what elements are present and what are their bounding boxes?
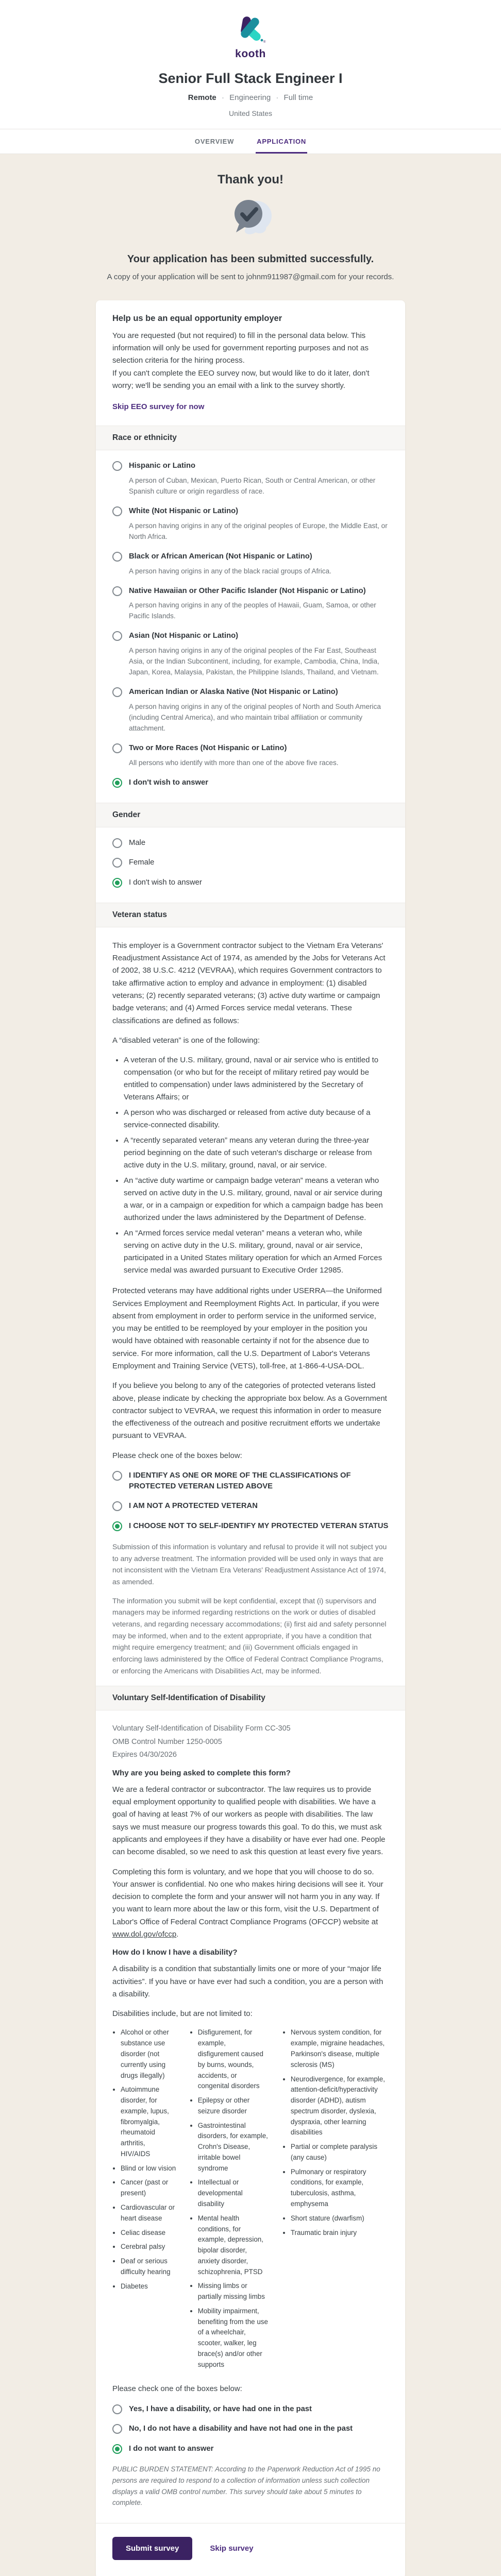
disability-example: • Short stature (dwarfism) — [291, 2213, 389, 2224]
disability-form-line3: Expires 04/30/2026 — [112, 1751, 177, 1759]
option-label: I CHOOSE NOT TO SELF-IDENTIFY MY PROTECTED VETERAN STATUS — [129, 1522, 389, 1531]
veteran-p4: If you believe you belong to any of the categories of protected veterans listed above, please indicate by checking the appropriate box below. As a Government contractor subject to VEVRAA, we request this information in order to measure the effectiveness of the outreach and positive recruitment efforts we undertake pursuant to VEVRAA. — [112, 1381, 387, 1440]
kooth-wordmark: kooth — [235, 48, 266, 60]
veteran-p2: A “disabled veteran” is one of the following: — [112, 1036, 260, 1045]
job-country: United States — [228, 109, 273, 117]
meta-separator: · — [276, 93, 279, 102]
option-description: A person having origins in any of the peoples of Hawaii, Guam, Samoa, or other Pacific Islands. — [129, 601, 376, 620]
radio-icon[interactable] — [112, 586, 122, 596]
disability-example: • Mental health conditions, for example, depression, bipolar disorder, anxiety disorder, schizophrenia, PTSD — [198, 2213, 269, 2278]
veteran-option-no-self-identify[interactable] — [112, 1521, 389, 1532]
radio-icon[interactable] — [112, 631, 122, 641]
eeo-intro-p2: If you can't complete the EEO survey now, but would like to do it later, don't worry; we'll be sending you an email with a link to the survey shortly. — [112, 368, 370, 390]
disability-example: • Blind or low vision — [121, 2163, 176, 2174]
radio-icon[interactable] — [112, 1501, 122, 1511]
disability-body — [96, 1710, 405, 2518]
gender-options — [96, 827, 405, 903]
job-meta — [0, 93, 501, 102]
radio-icon[interactable] — [112, 878, 122, 888]
survey-actions — [96, 2523, 405, 2575]
disability-option-no[interactable] — [112, 2424, 389, 2434]
disability-example: • Partial or complete paralysis (any cause) — [291, 2142, 389, 2163]
veteran-bullet: • A veteran of the U.S. military, ground, naval or air service who is entitled to compensation (or who but for the receipt of military retired pay would be entitled to compensation) under laws administered by the Secretary of Veterans Affairs; or — [124, 1054, 389, 1104]
veteran-p1: This employer is a Government contractor subject to the Vietnam Era Veterans' Readjustment Assistance Act of 1974, as amended by the Jobs for Veterans Act of 2002, 38 U.S.C. 4212 (VEVRAA), which requires Government contractors to take affirmative action to employ and advance in employment: (1) disabled veterans; (2) recently separated veterans; (3) active duty wartime or campaign badge veterans; and (4) Armed Forces service medal veterans. These classifications are defined as follows: — [112, 941, 386, 1025]
gender-option-no-answer[interactable] — [112, 877, 389, 888]
race-option-hispanic[interactable] — [112, 461, 389, 497]
disability-example: • Nervous system condition, for example, migraine headaches, Parkinson's disease, multiple sclerosis (MS) — [291, 2027, 389, 2070]
disability-example: • Deaf or serious difficulty hearing — [121, 2256, 176, 2278]
veteran-bullet: • A “recently separated veteran” means any veteran during the three-year period beginning on the date of such veteran's discharge or release from active duty in the U.S. military, ground, naval, or air service. — [124, 1134, 389, 1172]
option-label: White (Not Hispanic or Latino) — [129, 507, 239, 516]
disability-example: • Intellectual or developmental disability — [198, 2177, 269, 2209]
disability-question-2: How do I know I have a disability? — [112, 1948, 238, 1957]
disability-example: • Epilepsy or other seizure disorder — [198, 2095, 269, 2117]
option-description: A person having origins in any of the original peoples of the Far East, Southeast Asia, or the Indian Subcontinent, including, for example, Cambodia, China, India, Japan, Korea, Malaysia, Pakistan, the Philippine Islands, Thailand, and Vietnam. — [129, 647, 379, 676]
thank-you-heading: Thank you! — [217, 173, 283, 187]
veteran-options — [112, 1465, 389, 1532]
veteran-bullet: • An “active duty wartime or campaign badge veteran” means a veteran who served on active duty in the U.S. military, ground, naval or air service during a war, or in a campaign or expedition for which a campaign badge has been authorized under the laws administered by the Department of Defense. — [124, 1175, 389, 1224]
tab-bar — [0, 129, 501, 154]
option-label: Asian (Not Hispanic or Latino) — [129, 632, 239, 640]
radio-icon[interactable] — [112, 2424, 122, 2434]
race-option-no-answer[interactable] — [112, 777, 389, 788]
eeo-intro-p1: You are requested (but not required) to fill in the personal data below. This information will only be used for government reporting purposes and not as selection criteria for the hiring process. — [112, 331, 369, 365]
veteran-option-identify[interactable] — [112, 1470, 389, 1492]
radio-icon[interactable] — [112, 858, 122, 868]
disability-p2 — [112, 1866, 389, 1941]
race-option-white[interactable] — [112, 506, 389, 542]
disability-p2-text: Completing this form is voluntary, and we hope that you will choose to do so. Your answer is confidential. No one who makes hiring decisions will see it. Your decision to complete the form and your answer will not harm you in any way. If you want to learn more about the law or this form, visit the U.S. Department of Labor's Office of Federal Contract Compliance Programs (OFCCP) website at — [112, 1867, 383, 1926]
job-department: Engineering — [229, 93, 271, 102]
disability-example: • Cardiovascular or heart disease — [121, 2202, 176, 2224]
disability-example: • Cancer (past or present) — [121, 2177, 176, 2199]
veteran-body — [96, 927, 405, 1686]
radio-icon[interactable] — [112, 838, 122, 848]
radio-icon[interactable] — [112, 1471, 122, 1481]
disability-example: • Pulmonary or respiratory conditions, for example, tuberculosis, asthma, emphysema — [291, 2167, 389, 2210]
option-description: A person having origins in any of the black racial groups of Africa. — [129, 567, 331, 575]
option-description: A person of Cuban, Mexican, Puerto Rican, South or Central American, or other Spanish culture or origin regardless of race. — [129, 476, 376, 495]
job-employment-type: Full time — [283, 93, 313, 102]
job-workplace: Remote — [188, 93, 216, 102]
disability-examples-col2 — [190, 2027, 269, 2370]
tab-application[interactable]: APPLICATION — [256, 129, 307, 154]
radio-icon[interactable] — [112, 506, 122, 516]
race-section-heading: Race or ethnicity — [96, 426, 405, 450]
disability-section-heading: Voluntary Self-Identification of Disability — [96, 1686, 405, 1710]
veteran-p3: Protected veterans may have additional rights under USERRA—the Uniformed Services Employment and Reemployment Rights Act. In particular, if you were absent from employment in order to perform service in the uniformed service, you may be entitled to be reemployed by your employer in the position you would have obtained with reasonable certainty if not for the absence due to service. For more information, call the U.S. Department of Labor's Veterans Employment and Training Service (VETS), toll-free, at 1-866-4-USA-DOL. — [112, 1286, 382, 1370]
disability-p4: Disabilities include, but are not limited to: — [112, 2009, 253, 2019]
option-label: I do not want to answer — [129, 2445, 214, 2453]
option-label: American Indian or Alaska Native (Not Hispanic or Latino) — [129, 688, 338, 697]
disability-example: • Mobility impairment, benefiting from the use of a wheelchair, scooter, walker, leg brace(s) and/or other supports — [198, 2306, 269, 2370]
thank-you-section — [0, 154, 501, 283]
skip-eeo-link[interactable]: Skip EEO survey for now — [112, 402, 205, 412]
disability-question-1: Why are you being asked to complete this form? — [112, 1768, 291, 1777]
veteran-fine-print-1: Submission of this information is voluntary and refusal to provide it will not subject you to any adverse treatment. The information provided will be used only in ways that are not inconsistent with the Vietnam Era Veterans' Readjustment Assistance Act of 1974, as amended. — [112, 1542, 387, 1586]
eeo-intro-heading: Help us be an equal opportunity employer — [112, 313, 282, 323]
race-option-american-indian[interactable] — [112, 687, 389, 734]
radio-icon[interactable] — [112, 2444, 122, 2454]
submission-success-text: Your application has been submitted successfully. — [127, 253, 374, 265]
veteran-bullet-list — [114, 1054, 389, 1277]
disability-examples-columns — [112, 2027, 389, 2374]
disability-examples-col1 — [112, 2027, 176, 2292]
race-option-black[interactable] — [112, 551, 389, 577]
disability-examples-col3 — [282, 2027, 389, 2238]
gender-option-female[interactable] — [112, 857, 389, 868]
radio-icon[interactable] — [112, 1521, 122, 1531]
svg-text:®: ® — [263, 41, 266, 44]
disability-example: • Diabetes — [121, 2281, 176, 2292]
disability-example: • Cerebral palsy — [121, 2242, 176, 2252]
option-label: Yes, I have a disability, or have had one in the past — [129, 2404, 312, 2413]
option-label: Black or African American (Not Hispanic or Latino) — [129, 552, 312, 561]
radio-icon[interactable] — [112, 552, 122, 562]
copy-sent-text: A copy of your application will be sent to johnm911987@gmail.com for your records. — [107, 273, 394, 281]
disability-example: • Disfigurement, for example, disfigurement caused by burns, wounds, accidents, or congenital disorders — [198, 2027, 269, 2092]
site-header — [0, 0, 501, 129]
skip-survey-button[interactable]: Skip survey — [210, 2544, 254, 2553]
disability-option-yes[interactable] — [112, 2404, 389, 2415]
disability-example: • Gastrointestinal disorders, for example, Crohn's Disease, irritable bowel syndrome — [198, 2121, 269, 2174]
veteran-check-prompt: Please check one of the boxes below: — [112, 1451, 242, 1460]
disability-form-line1: Voluntary Self-Identification of Disability Form CC-305 — [112, 1724, 291, 1733]
veteran-bullet: • An “Armed forces service medal veteran” means a veteran who, while serving on active duty in the U.S. military, ground, naval or air service, participated in a United States military operation for which an Armed Forces service medal was awarded pursuant to Executive Order 12985. — [124, 1227, 389, 1277]
option-label: I don't wish to answer — [129, 778, 208, 787]
check-bubble-icon — [0, 194, 501, 241]
submit-survey-button[interactable]: Submit survey — [112, 2537, 192, 2560]
race-options — [96, 450, 405, 803]
disability-example: • Neurodivergence, for example, attention-deficit/hyperactivity disorder (ADHD), autism spectrum disorder, dyslexia, dyspraxia, other learning disabilities — [291, 2074, 389, 2139]
option-label: Male — [129, 838, 146, 847]
option-description: All persons who identify with more than one of the above five races. — [129, 758, 339, 767]
option-label: I IDENTIFY AS ONE OR MORE OF THE CLASSIFICATIONS OF PROTECTED VETERAN LISTED ABOVE — [129, 1471, 351, 1490]
page-title: Senior Full Stack Engineer I — [158, 71, 343, 86]
race-option-pacific-islander[interactable] — [112, 586, 389, 622]
race-option-two-or-more[interactable] — [112, 743, 389, 768]
gender-option-male[interactable] — [112, 838, 389, 849]
disability-p3: A disability is a condition that substantially limits one or more of your “major life activities”. If you have or have ever had such a condition, you are a person with a disability. — [112, 1964, 383, 1998]
disability-p1: We are a federal contractor or subcontractor. The law requires us to provide equal employment opportunity to qualified people with disabilities. We have a goal of having at least 7% of our workers as people with disabilities. The law says we must measure our progress towards this goal. To do this, we must ask applicants and employees if they have a disability or have ever had one. People can become disabled, so we need to ask this question at least every five years. — [112, 1785, 386, 1857]
race-option-asian[interactable] — [112, 631, 389, 677]
disability-check-prompt: Please check one of the boxes below: — [112, 2384, 242, 2394]
disability-form-line2: OMB Control Number 1250-0005 — [112, 1737, 222, 1746]
radio-icon[interactable] — [112, 743, 122, 753]
disability-p2-period: . — [176, 1930, 179, 1939]
veteran-section-heading: Veteran status — [96, 903, 405, 927]
option-label: Native Hawaiian or Other Pacific Islander (Not Hispanic or Latino) — [129, 586, 366, 595]
veteran-bullet: • A person who was discharged or released from active duty because of a service-connected disability. — [124, 1107, 389, 1131]
radio-icon[interactable] — [112, 461, 122, 471]
option-label: No, I do not have a disability and have not had one in the past — [129, 2425, 353, 2433]
option-label: Female — [129, 858, 155, 867]
veteran-fine-print-2: The information you submit will be kept confidential, except that (i) supervisors and managers may be informed regarding restrictions on the work or duties of disabled veterans, and regarding necessary accommodations; (ii) first aid and safety personnel may be informed, when and to the extent appropriate, if you have a condition that might require emergency treatment; and (iii) Government officials engaged in enforcing laws administered by the Office of Federal Contract Compliance Programs, or enforcing the Americans with Disabilities Act, may be informed. — [112, 1596, 387, 1675]
disability-example: • Autoimmune disorder, for example, lupus, fibromyalgia, rheumatoid arthritis, HIV/AIDS — [121, 2084, 176, 2159]
disability-example: • Celiac disease — [121, 2228, 176, 2239]
eeo-survey-card — [96, 300, 405, 2576]
radio-icon[interactable] — [112, 2404, 122, 2414]
tab-overview[interactable]: OVERVIEW — [194, 138, 235, 145]
radio-icon[interactable] — [112, 687, 122, 697]
ofccp-link[interactable]: www.dol.gov/ofccp — [112, 1930, 177, 1939]
veteran-option-not-protected[interactable] — [112, 1501, 389, 1512]
option-description: A person having origins in any of the original peoples of North and South America (including Central America), and who maintain tribal affiliation or community attachment. — [129, 703, 381, 733]
disability-options — [112, 2399, 389, 2454]
disability-option-no-answer[interactable] — [112, 2444, 389, 2454]
option-label: I don't wish to answer — [129, 878, 202, 887]
option-label: I AM NOT A PROTECTED VETERAN — [129, 1502, 258, 1511]
eeo-intro — [96, 300, 405, 426]
disability-example: • Missing limbs or partially missing limbs — [198, 2281, 269, 2302]
kooth-logo-mark — [235, 15, 266, 44]
option-description: A person having origins in any of the original peoples of Europe, the Middle East, or North Africa. — [129, 521, 388, 540]
radio-icon[interactable] — [112, 778, 122, 788]
public-burden-statement: PUBLIC BURDEN STATEMENT: According to the Paperwork Reduction Act of 1995 no persons are required to respond to a collection of information unless such collection displays a valid OMB control number. This survey should take about 5 minutes to complete. — [112, 2465, 380, 2507]
kooth-logo[interactable] — [235, 15, 266, 60]
gender-section-heading: Gender — [96, 803, 405, 827]
meta-separator: · — [221, 93, 224, 102]
option-label: Two or More Races (Not Hispanic or Latino) — [129, 744, 287, 753]
disability-example: • Traumatic brain injury — [291, 2228, 389, 2239]
option-label: Hispanic or Latino — [129, 462, 196, 470]
disability-example: • Alcohol or other substance use disorder (not currently using drugs illegally) — [121, 2027, 176, 2081]
